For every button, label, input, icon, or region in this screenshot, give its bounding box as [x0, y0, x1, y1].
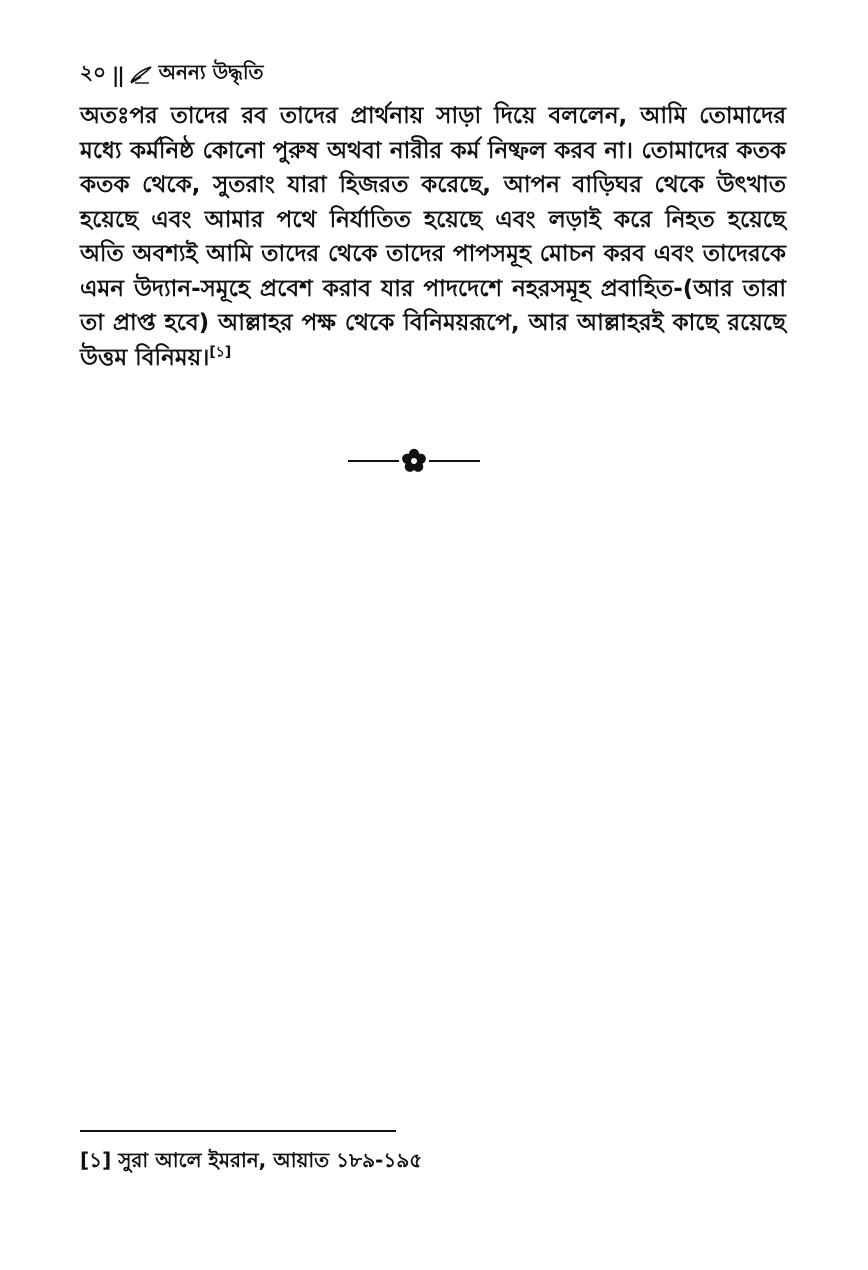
section-divider: [348, 446, 480, 476]
flower-ornament-icon: [399, 446, 429, 476]
page-header: [80, 58, 264, 91]
footnote-reference[interactable]: [১]: [209, 343, 232, 360]
divider-line-left: [348, 460, 399, 462]
book-title: অনন্য উদ্ধৃতি: [158, 60, 264, 84]
divider-line-right: [429, 460, 480, 462]
header-separator: ||: [112, 62, 123, 87]
main-paragraph: [80, 99, 786, 375]
footnote: [১] সুরা আলে ইমরান, আয়াত ১৮৯-১৯৫: [80, 1148, 423, 1172]
page-number: ২০: [80, 60, 107, 84]
quill-logo-icon: [129, 65, 153, 85]
paragraph-text: অতঃপর তাদের রব তাদের প্রার্থনায় সাড়া দিয়ে বললেন, আমি তোমাদের মধ্যে কর্মনিষ্ঠ কোনো পুরুষ অথবা নারীর কর্ম নিষ্ফল করব না। তোমাদের কতক কতক থেকে, সুতরাং যারা হিজরত করেছে, আপন বাড়িঘর থেকে উৎখাত হয়েছে এবং আমার পথে নির্যাতিত হয়েছে এবং লড়াই করে নিহত হয়েছে অতি অবশ্যই আমি তাদের থেকে তাদের পাপসমূহ মোচন করব এবং তাদেরকে এমন উদ্যান-সমূহে প্রবেশ করাব যার পাদদেশে নহরসমূহ প্রবাহিত-(আর তারা তা প্রাপ্ত হবে) আল্লাহর পক্ষ থেকে বিনিময়রূপে, আর আল্লাহরই কাছে রয়েছে উত্তম বিনিময়।: [80, 103, 786, 371]
footnote-rule: [80, 1130, 396, 1132]
